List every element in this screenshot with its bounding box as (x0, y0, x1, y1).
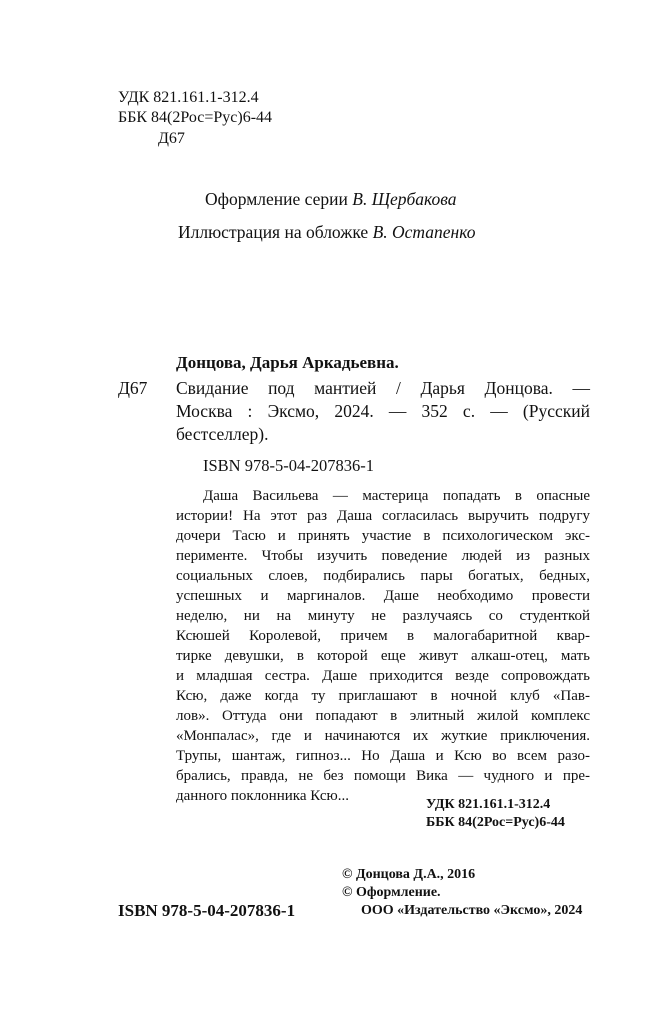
copyright-design: © Оформление. (342, 885, 441, 900)
annotation-line: тирке девушки, в которой еще живут алкаш-отец, мать (176, 648, 590, 664)
annotation-line: брались, правда, не без помощи Вика — чудного и пре- (176, 768, 590, 784)
author-mark-top: Д67 (158, 130, 185, 147)
title-line: Свидание под мантией / Дарья Донцова. — (176, 378, 590, 398)
copyright-author: © Донцова Д.А., 2016 (342, 867, 476, 882)
annotation-line: данного поклонника Ксю... (176, 788, 349, 804)
series-design-name: В. Щербакова (352, 189, 457, 209)
cover-illustration-label: Иллюстрация на обложке (178, 222, 369, 242)
annotation (176, 486, 590, 806)
author-heading: Донцова, Дарья Аркадьевна. (176, 353, 399, 372)
annotation-line: лов». Оттуда они попадают в элитный жилой комплекс (176, 708, 590, 724)
title-statement (176, 377, 590, 446)
annotation-line: Ксю, даже когда ту приглашают в ночной клуб «Пав- (176, 688, 590, 704)
annotation-line: социальных слоев, подбирались пары богатых, бедных, (176, 568, 590, 584)
cover-illustration-credit (178, 222, 475, 243)
copyright-publisher: ООО «Издательство «Эксмо», 2024 (361, 903, 583, 918)
title-line: Москва : Эксмо, 2024. — 352 с. — (Русский (176, 401, 590, 421)
series-design-credit (205, 189, 457, 210)
annotation-line: и младшая сестра. Даше приходится везде сопровождать (176, 668, 590, 684)
annotation-line: дочери Тасю и принять участие в психологическом экс- (176, 528, 590, 544)
annotation-line: неделю, ни на минуту не разлучаясь со студенткой (176, 608, 590, 624)
cover-illustration-name: В. Остапенко (372, 222, 476, 242)
annotation-line: перименте. Чтобы изучить поведение людей из разных (176, 548, 590, 564)
series-design-label: Оформление серии (205, 189, 348, 209)
annotation-line: «Монпалас», где и начинаются их жуткие приключения. (176, 728, 590, 744)
annotation-line: Ксюшей Королевой, причем в малогабаритной квар- (176, 628, 590, 644)
annotation-line: Даша Васильева — мастерица попадать в опасные (203, 488, 590, 504)
annotation-line: Трупы, шантаж, гипноз... Но Даша и Ксю во всем разо- (176, 748, 590, 764)
record-isbn: ISBN 978-5-04-207836-1 (203, 456, 374, 475)
bbk-code-top: ББК 84(2Рос=Рус)6-44 (118, 109, 273, 126)
udk-code-top: УДК 821.161.1-312.4 (118, 89, 259, 106)
annotation-line: истории! На этот раз Даша согласилась выручить подругу (176, 508, 590, 524)
author-mark: Д67 (118, 378, 148, 398)
udk-code-record: УДК 821.161.1-312.4 (426, 797, 551, 812)
isbn-bottom: ISBN 978-5-04-207836-1 (118, 901, 296, 920)
annotation-line: успешных и маргиналов. Даше необходимо провести (176, 588, 590, 604)
title-line: бестселлер). (176, 424, 269, 444)
bbk-code-record: ББК 84(2Рос=Рус)6-44 (426, 815, 565, 830)
